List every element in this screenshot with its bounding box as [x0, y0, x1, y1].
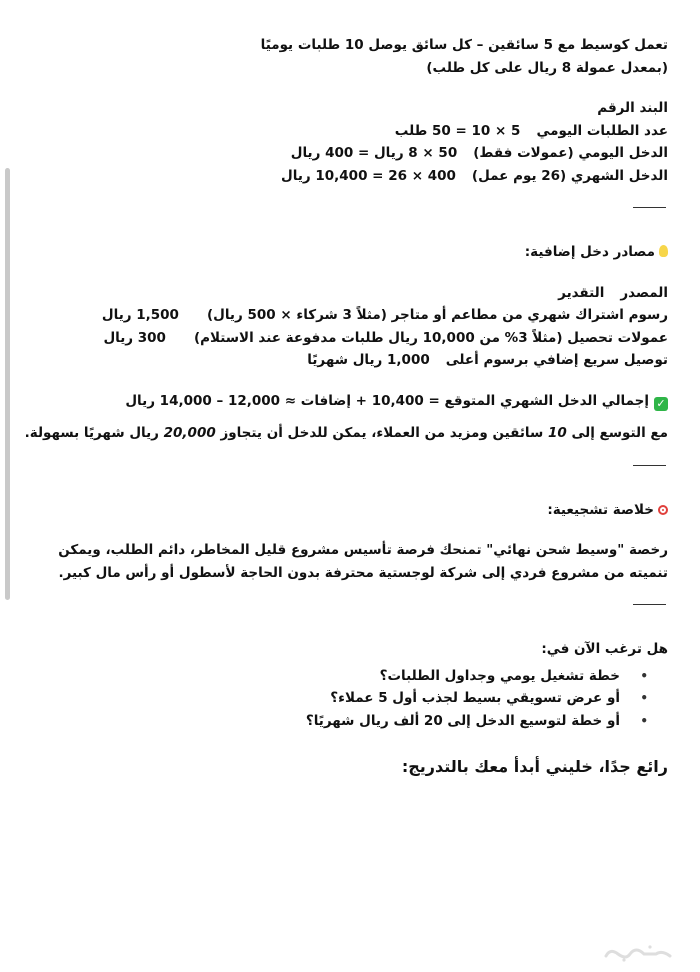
table1-row-label: الدخل الشهري (26 يوم عمل)	[471, 167, 668, 184]
extra-row	[58, 349, 668, 372]
list-item: • خطة تشغيل يومي وجداول الطلبات؟	[58, 665, 668, 688]
question-heading: هل ترغب الآن في:	[541, 641, 668, 657]
total-income-text: إجمالي الدخل الشهري المتوقع = 10,400 + إضافات ≈ 12,000 – 14,000 ريال	[125, 392, 649, 409]
extra-income-heading-text: مصادر دخل إضافية:	[524, 244, 655, 260]
scrollbar-track[interactable]	[0, 0, 12, 972]
closing-line: رائع جدًا، خليني أبدأ معك بالتدريج:	[401, 757, 668, 776]
scrollbar-thumb[interactable]	[5, 168, 10, 600]
summary-heading-text: خلاصة تشجيعية:	[547, 501, 654, 518]
extra-row-estimate: 300 ريال	[103, 329, 166, 346]
table1-row-value: 50 × 8 ريال = 400 ريال	[290, 145, 458, 161]
options-list	[58, 665, 668, 733]
lightbulb-icon	[659, 245, 668, 257]
extra-table-header	[58, 282, 668, 305]
expansion-drivers: 10	[547, 425, 567, 441]
document-body	[24, 34, 668, 780]
separator-rule	[633, 465, 666, 466]
table1-header-value: الرقم	[597, 100, 635, 116]
table1-row-label: الدخل اليومي (عمولات فقط)	[473, 145, 668, 161]
extra-row	[58, 327, 668, 350]
total-income-line	[58, 390, 668, 413]
table1-header-item: البند	[639, 100, 668, 116]
separator-rule	[633, 604, 666, 605]
extra-row-estimate: 1,000 ريال شهريًا	[307, 352, 430, 368]
table1-row-value: 400 × 26 = 10,400 ريال	[281, 167, 456, 184]
extra-row-estimate: 1,500 ريال	[101, 307, 179, 323]
extra-row	[58, 304, 668, 327]
intro-line-2: (بمعدل عمولة 8 ريال على كل طلب)	[426, 59, 668, 76]
check-mark-icon: ✓	[654, 397, 668, 411]
intro-line-1: تعمل كوسيط مع 5 سائقين – كل سائق يوصل 10 طلبات يوميًا	[260, 37, 668, 53]
extra-header-source: المصدر	[620, 284, 668, 301]
target-icon	[658, 505, 668, 515]
extra-header-estimate: التقدير	[558, 284, 605, 301]
table1-row-value: 5 × 10 = 50 طلب	[394, 122, 521, 139]
extra-row-source: عمولات تحصيل (مثلاً 3% من 10,000 ريال طلبات مدفوعة عند الاستلام)	[193, 329, 668, 346]
table1-row	[58, 165, 668, 188]
separator-rule	[633, 207, 666, 208]
table1-header	[58, 97, 668, 120]
summary-heading	[58, 499, 668, 522]
watermark-logo	[600, 942, 678, 964]
extra-row-source: توصيل سريع إضافي برسوم أعلى	[445, 352, 668, 368]
summary-paragraph: رخصة "وسيط شحن نهائي" تمنحك فرصة تأسيس مشروع قليل المخاطر، دائم الطلب، ويمكن تنميته من مشروع فردي إلى شركة لوجستية محترفة بدون الحاجة لأسطول أو رأس مال كبير.	[58, 542, 668, 581]
extra-row-source: رسوم اشتراك شهري من مطاعم أو متاجر (مثلاً 3 شركاء × 500 ريال)	[206, 307, 668, 323]
table1-row	[58, 120, 668, 143]
extra-income-heading	[58, 241, 668, 264]
expansion-line: مع التوسع إلى 10 سائقين ومزيد من العملاء، يمكن للدخل أن يتجاوز 20,000 ريال شهريًا بسهولة.	[24, 425, 668, 441]
list-item: • أو عرض تسويقي بسيط لجذب أول 5 عملاء؟	[58, 687, 668, 710]
table1-row-label: عدد الطلبات اليومي	[536, 122, 668, 139]
expansion-amount: 20,000	[163, 425, 216, 441]
table1-row	[58, 142, 668, 165]
list-item: • أو خطة لتوسيع الدخل إلى 20 ألف ريال شهريًا؟	[58, 710, 668, 733]
